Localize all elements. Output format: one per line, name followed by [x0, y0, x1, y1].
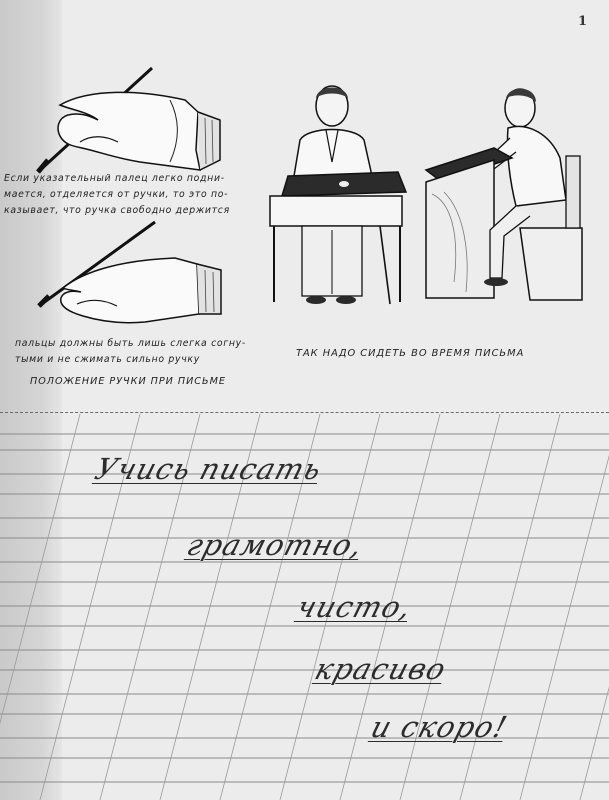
- pen-caption-2-line-2: тыми и не сжимать сильно ручку: [15, 354, 200, 365]
- pen-caption-1-line-2: мается, отделяется от ручки, то это по-: [4, 189, 229, 200]
- motto-line-4: красиво: [311, 652, 451, 686]
- motto-line-3: чисто,: [293, 590, 417, 624]
- posture-section-title: ТАК НАДО СИДЕТЬ ВО ВРЕМЯ ПИСЬМА: [296, 348, 525, 359]
- pen-caption-2-line-1: пальцы должны быть лишь слегка согну-: [15, 338, 246, 349]
- boy-side-view-illustration: [420, 82, 600, 312]
- boy-front-view-illustration: [260, 80, 410, 310]
- page-number: 1: [577, 14, 587, 29]
- motto-line-1: Учись писать: [91, 452, 326, 486]
- pen-caption-1-line-3: казывает, что ручка свободно держится: [4, 205, 230, 216]
- hand-holding-pen-illustration-top: [20, 60, 230, 180]
- section-divider: [0, 412, 609, 413]
- motto-line-2: грамотно,: [183, 528, 368, 562]
- hand-holding-pen-illustration-bottom: [25, 218, 235, 333]
- motto-line-5: и скоро!: [367, 710, 512, 744]
- pen-caption-1-line-1: Если указательный палец легко подни-: [4, 173, 225, 184]
- pen-section-title: ПОЛОЖЕНИЕ РУЧКИ ПРИ ПИСЬМЕ: [30, 376, 226, 387]
